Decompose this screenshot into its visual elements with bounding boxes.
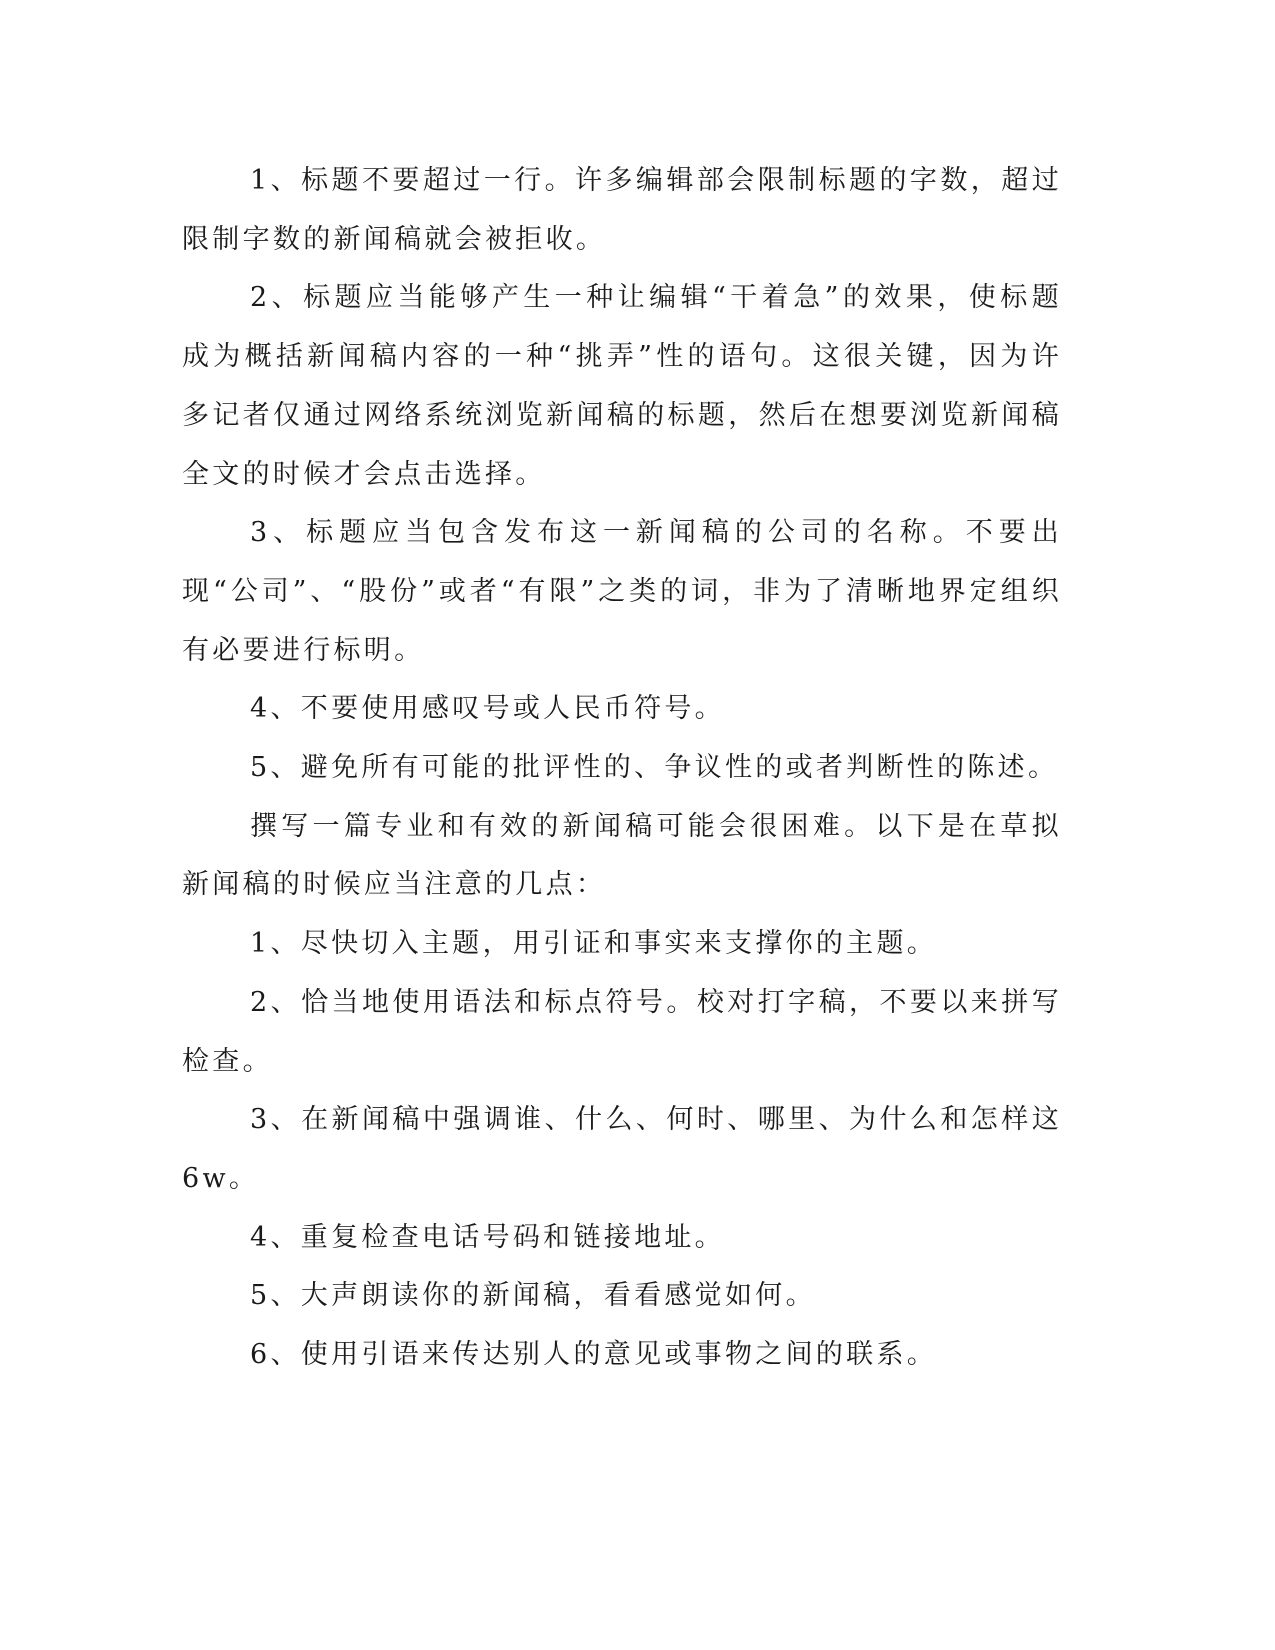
paragraph-tip-5: 5、大声朗读你的新闻稿，看看感觉如何。 bbox=[250, 1280, 816, 1312]
document-body bbox=[182, 152, 1062, 1385]
paragraph-title-rule-5: 5、避免所有可能的批评性的、争议性的或者判断性的陈述。 bbox=[250, 752, 1059, 784]
paragraph-tip-2: 2、恰当地使用语法和标点符号。校对打字稿，不要以来拼写检查。 bbox=[182, 986, 1062, 1077]
paragraph-title-rule-2: 2、标题应当能够产生一种让编辑“干着急”的效果，使标题成为概括新闻稿内容的一种“挑弄”性的语句。这很关键，因为许多记者仅通过网络系统浏览新闻稿的标题，然后在想要浏览新闻稿全文的时候才会点击选择。 bbox=[182, 282, 1062, 490]
paragraph-title-rule-4: 4、不要使用感叹号或人民币符号。 bbox=[250, 693, 725, 725]
paragraph-title-rule-1: 1、标题不要超过一行。许多编辑部会限制标题的字数，超过限制字数的新闻稿就会被拒收。 bbox=[182, 165, 1062, 255]
paragraph-tip-6: 6、使用引语来传达别人的意见或事物之间的联系。 bbox=[250, 1339, 938, 1371]
paragraph-title-rule-3: 3、标题应当包含发布这一新闻稿的公司的名称。不要出现“公司”、“股份”或者“有限”之类的词，非为了清晰地界定组织有必要进行标明。 bbox=[182, 517, 1062, 666]
paragraph-intro: 撰写一篇专业和有效的新闻稿可能会很困难。以下是在草拟新闻稿的时候应当注意的几点： bbox=[182, 810, 1062, 901]
paragraph-tip-1: 1、尽快切入主题，用引证和事实来支撑你的主题。 bbox=[250, 928, 938, 960]
paragraph-tip-3: 3、在新闻稿中强调谁、什么、何时、哪里、为什么和怎样这6w。 bbox=[182, 1104, 1062, 1194]
paragraph-tip-4: 4、重复检查电话号码和链接地址。 bbox=[250, 1221, 725, 1253]
